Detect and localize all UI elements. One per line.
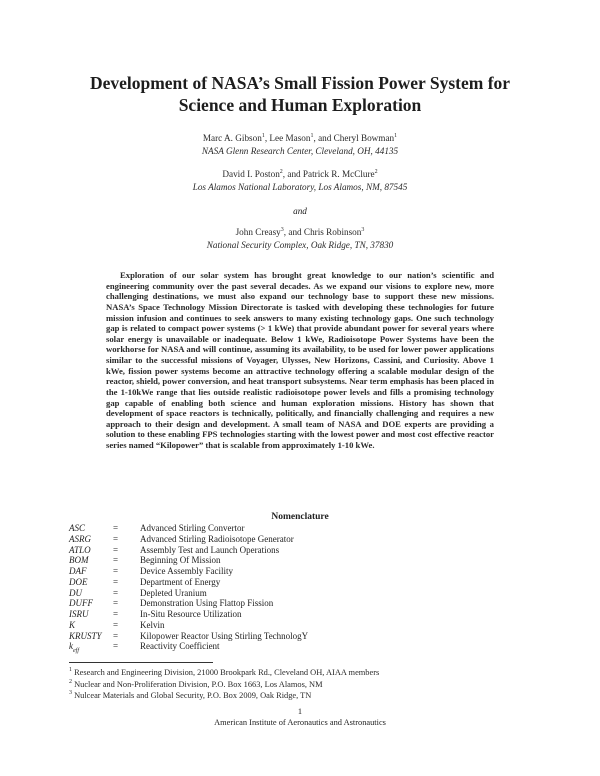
footnote-number: 3 xyxy=(69,690,72,697)
nomenclature-term: DUFF xyxy=(69,598,93,609)
page-number: 1 xyxy=(297,707,303,716)
nomenclature-row xyxy=(69,631,308,642)
nomenclature-definition: Advanced Stirling Convertor xyxy=(140,523,245,533)
author-names: Marc A. Gibson$^1$, Lee Mason$^1$, and Cheryl Bowman$^1$ xyxy=(202,132,398,143)
abstract xyxy=(106,270,494,451)
nomenclature-definition: Advanced Stirling Radioisotope Generator xyxy=(140,533,294,544)
author-names: John Creasy$^3$, and Chris Robinson$^3$ xyxy=(235,226,365,237)
author-group-glenn xyxy=(60,132,540,158)
nomenclature-equals: = xyxy=(113,523,119,533)
nomenclature-definition: Demonstration Using Flattop Fission xyxy=(140,598,274,609)
nomenclature-row xyxy=(69,555,308,566)
footnote xyxy=(69,679,379,691)
nomenclature-equals: = xyxy=(113,544,119,555)
nomenclature-term: DOE xyxy=(69,576,88,587)
nomenclature-equals: = xyxy=(113,587,119,598)
nomenclature-definition: In-Situ Resource Utilization xyxy=(140,609,242,619)
footnote-divider xyxy=(69,662,213,663)
nomenclature-row xyxy=(69,598,308,609)
nomenclature-equals: = xyxy=(113,576,119,587)
nomenclature-equals: = xyxy=(113,598,119,609)
nomenclature-row xyxy=(69,534,308,545)
paper-title xyxy=(60,72,540,116)
nomenclature-row xyxy=(69,588,308,599)
nomenclature-term: DAF xyxy=(69,566,87,576)
footnotes xyxy=(69,667,379,702)
nomenclature-equals: = xyxy=(113,630,119,641)
author-affiliation: NASA Glenn Research Center, Cleveland, OH, 44135 xyxy=(201,146,399,156)
nomenclature-definition: Assembly Test and Launch Operations xyxy=(140,544,280,555)
nomenclature-list xyxy=(69,523,309,655)
nomenclature-equals: = xyxy=(113,609,119,619)
nomenclature-row xyxy=(69,523,308,534)
nomenclature-definition: Department of Energy xyxy=(140,576,221,587)
nomenclature-row xyxy=(69,577,308,588)
author-affiliation: National Security Complex, Oak Ridge, TN, 37830 xyxy=(206,240,394,250)
nomenclature-term: $k_{eff}$ xyxy=(69,641,79,655)
nomenclature-equals: = xyxy=(113,619,119,630)
abstract-text: Exploration of our solar system has brought great knowledge to our nation’s scientific and engineering community over the past several decades. As we expand our visions to explore new, more challenging destinations, we must also expand our technology base to support these new missions. NASA’s Space Technology Mission Directorate is tasked with developing these technologies for future mission infusion and continues to seek answers to many existing technology gaps. One such technology gap is related to compact power systems (> 1 kWe) that provide abundant power for several years where solar energy is unavailable or inadequate. Below 1 kWe, Radioisotope Power Systems have been the workhorse for NASA and will continue, assuming its availability, to be used for lower power applications similar to the successful missions of Voyager, Ulysses, New Horizons, Cassini, and Curiosity. Above 1 kWe, fission power systems become an attractive technology offering a scalable modular design of the reactor, shield, power conversion, and heat transport subsystems. Near term emphasis has been placed in the 1-10kWe range that lies outside realistic radioisotope power levels and fills a promising technology gap capable of enabling both science and human exploration missions. History has shown that development of space reactors is technically, politically, and financially challenging and requires a new approach to their design and development. A small team of NASA and DOE experts are providing a solution to these enabling FPS technologies starting with the lowest power and most cost effective reactor series named “Kilopower” that is scalable from approximately 1-10 kWe. xyxy=(106,270,494,450)
nomenclature-equals: = xyxy=(113,555,119,566)
nomenclature-term: ATLO xyxy=(69,544,91,555)
nomenclature-equals: = xyxy=(113,533,119,544)
footnote-number: 2 xyxy=(69,678,72,685)
footnote-text: Research and Engineering Division, 21000 Brookpark Rd., Cleveland OH, AIAA members xyxy=(74,668,380,677)
nomenclature-equals: = xyxy=(113,641,119,652)
author-names: David I. Poston$^2$, and Patrick R. McClure$^2$ xyxy=(222,168,378,179)
title-line-1: Development of NASA’s Small Fission Power System for xyxy=(89,73,511,93)
nomenclature-term: ISRU xyxy=(69,609,89,619)
nomenclature-term: K xyxy=(69,619,76,630)
organization-footer: American Institute of Aeronautics and Astronautics xyxy=(214,718,386,727)
nomenclature-row xyxy=(69,566,308,577)
nomenclature-heading: Nomenclature xyxy=(271,512,329,522)
author-affiliation: Los Alamos National Laboratory, Los Alamos, NM, 87545 xyxy=(192,182,408,192)
nomenclature-definition: Beginning Of Mission xyxy=(140,555,221,566)
footnote-text: Nuclear and Non-Proliferation Division, P.O. Box 1663, Los Alamos, NM xyxy=(74,679,323,689)
nomenclature-definition: Reactivity Coefficient xyxy=(140,641,220,652)
footnote xyxy=(69,690,379,702)
title-line-2: Science and Human Exploration xyxy=(178,95,422,115)
author-group-los-alamos xyxy=(60,168,540,194)
nomenclature-row xyxy=(69,620,308,631)
nomenclature-term: ASRG xyxy=(69,533,91,544)
nomenclature-definition: Kilopower Reactor Using Stirling TechnologY xyxy=(140,630,309,641)
and-separator: and xyxy=(293,206,307,216)
nomenclature-equals: = xyxy=(113,566,119,576)
footnote-text: Nulcear Materials and Global Security, P.O. Box 2009, Oak Ridge, TN xyxy=(74,691,312,700)
nomenclature-term: BOM xyxy=(69,555,89,566)
nomenclature-term: ASC xyxy=(69,523,86,533)
author-group-oak-ridge xyxy=(60,226,540,252)
nomenclature-definition: Device Assembly Facility xyxy=(140,566,233,576)
nomenclature-term: KRUSTY xyxy=(69,630,102,641)
nomenclature-term: DU xyxy=(69,587,82,598)
nomenclature-definition: Kelvin xyxy=(140,619,165,630)
footnote xyxy=(69,667,379,679)
nomenclature-row xyxy=(69,609,308,620)
nomenclature-row xyxy=(69,641,308,655)
nomenclature-definition: Depleted Uranium xyxy=(140,587,207,598)
nomenclature-row xyxy=(69,545,308,556)
footnote-number: 1 xyxy=(69,667,72,674)
